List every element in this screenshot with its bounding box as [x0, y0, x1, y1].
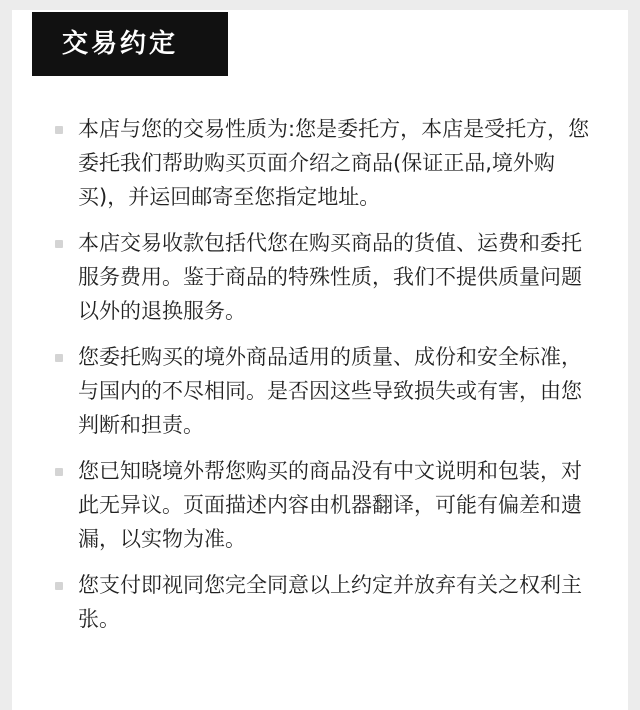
list-item — [12, 112, 598, 214]
bullet-icon — [55, 240, 63, 248]
bullet-icon — [55, 582, 63, 590]
agreement-card — [12, 10, 628, 710]
list-item — [12, 568, 598, 636]
list-item — [12, 340, 598, 442]
bullet-icon — [55, 468, 63, 476]
rule-text: 您委托购买的境外商品适用的质量、成份和安全标准，与国内的不尽相同。是否因这些导致损失或有害，由您判断和担责。 — [78, 345, 582, 437]
rule-text: 本店交易收款包括代您在购买商品的货值、运费和委托服务费用。鉴于商品的特殊性质，我们不提供质量问题以外的退换服务。 — [78, 231, 582, 323]
bullet-icon — [55, 126, 63, 134]
list-item — [12, 454, 598, 556]
section-title: 交易约定 — [32, 12, 228, 76]
rule-text: 您已知晓境外帮您购买的商品没有中文说明和包装，对此无异议。页面描述内容由机器翻译，可能有偏差和遗漏，以实物为准。 — [78, 459, 582, 551]
bullet-icon — [55, 354, 63, 362]
list-item — [12, 226, 598, 328]
rule-text: 您支付即视同您完全同意以上约定并放弃有关之权利主张。 — [78, 573, 582, 631]
rule-text: 本店与您的交易性质为:您是委托方，本店是受托方，您委托我们帮助购买页面介绍之商品(保证正品,境外购买)，并运回邮寄至您指定地址。 — [78, 117, 590, 209]
rules-list — [12, 112, 628, 648]
